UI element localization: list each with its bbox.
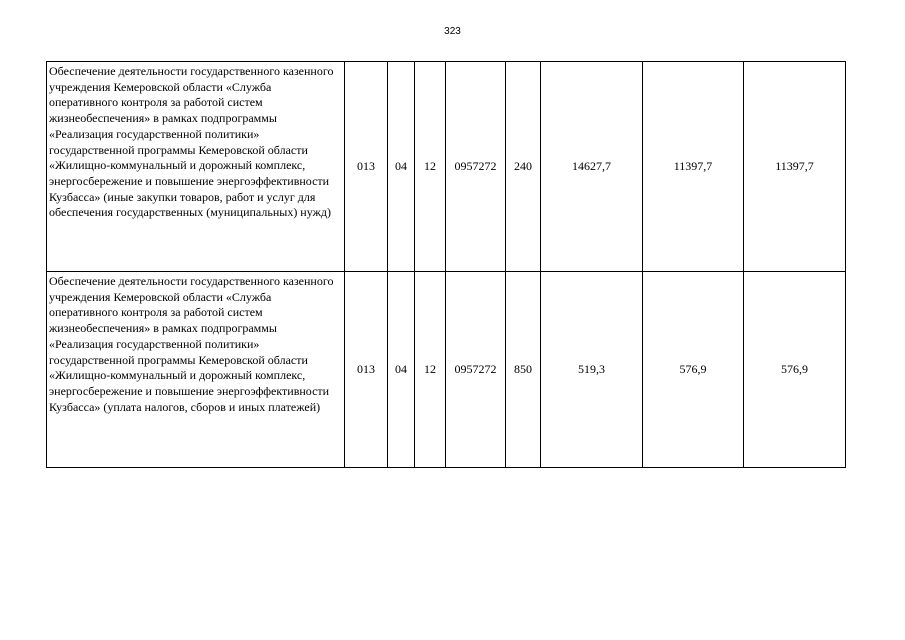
page-number: 323 bbox=[444, 26, 461, 37]
amount-year-2: 11397,7 bbox=[643, 62, 744, 272]
target-article-code: 0957272 bbox=[446, 272, 506, 468]
amount-year-2: 576,9 bbox=[643, 272, 744, 468]
expense-type-code: 240 bbox=[506, 62, 541, 272]
budget-table bbox=[46, 61, 846, 468]
table-row bbox=[47, 62, 846, 272]
amount-year-3: 576,9 bbox=[744, 272, 846, 468]
ministry-code: 013 bbox=[345, 272, 388, 468]
amount-year-1: 519,3 bbox=[541, 272, 643, 468]
section-code: 04 bbox=[388, 62, 415, 272]
table-row bbox=[47, 272, 846, 468]
amount-year-1: 14627,7 bbox=[541, 62, 643, 272]
ministry-code: 013 bbox=[345, 62, 388, 272]
row-description: Обеспечение деятельности государственного казенного учреждения Кемеровской области «Служба оперативного контроля за работой систем жизнеобеспечения» в рамках подпрограммы «Реализация государственной политики» государственной программы Кемеровской области «Жилищно-коммунальный и дорожный комплекс, энергосбережение и повышение энергоэффективности Кузбасса» (иные закупки товаров, работ и услуг для обеспечения государственных (муниципальных) нужд) bbox=[47, 62, 345, 272]
row-description: Обеспечение деятельности государственного казенного учреждения Кемеровской области «Служба оперативного контроля за работой систем жизнеобеспечения» в рамках подпрограммы «Реализация государственной политики» государственной программы Кемеровской области «Жилищно-коммунальный и дорожный комплекс, энергосбережение и повышение энергоэффективности Кузбасса» (уплата налогов, сборов и иных платежей) bbox=[47, 272, 345, 468]
target-article-code: 0957272 bbox=[446, 62, 506, 272]
subsection-code: 12 bbox=[415, 62, 446, 272]
expense-type-code: 850 bbox=[506, 272, 541, 468]
amount-year-3: 11397,7 bbox=[744, 62, 846, 272]
section-code: 04 bbox=[388, 272, 415, 468]
subsection-code: 12 bbox=[415, 272, 446, 468]
